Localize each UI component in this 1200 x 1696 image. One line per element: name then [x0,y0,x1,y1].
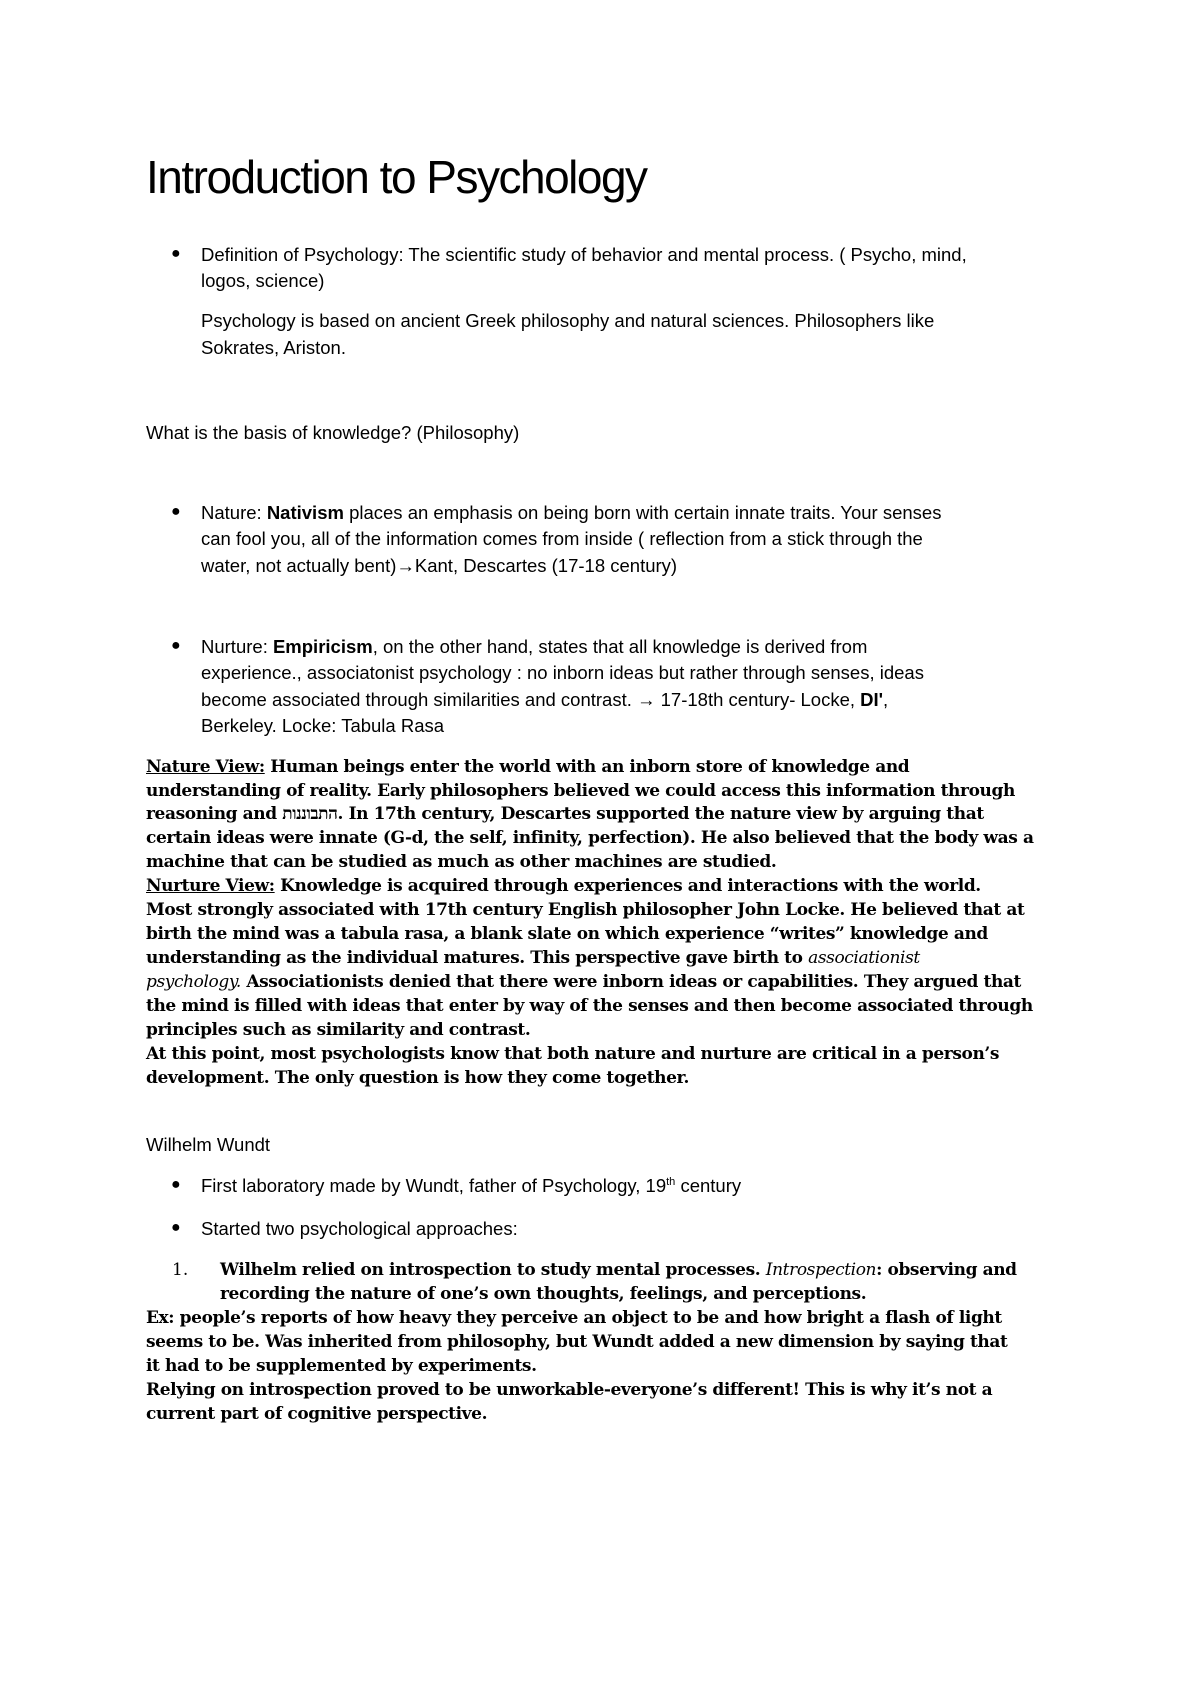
bullet-icon: ● [171,1219,181,1236]
item-1-a: Wilhelm relied on introspection to study mental processes. [220,1260,766,1280]
bullet-icon: ● [171,245,181,262]
nurture-line-3-d: , [883,689,889,710]
item-1-line-2: recording the nature of one’s own thoughts, feelings, and perceptions. [220,1284,867,1304]
wundt-heading: Wilhelm Wundt [146,1134,271,1155]
ex-line-4: Relying on introspection proved to be unworkable-everyone’s different! This is why it’s not a [146,1380,993,1400]
wundt-bullet-2: Started two psychological approaches: [201,1218,518,1239]
wundt-bullet-1 [201,1171,741,1200]
nurture-view-line-5-rest: Associationists denied that there were inborn ideas or capabilities. They argued that [240,972,1021,992]
nature-line-3 [201,551,677,580]
introspection-term: Introspection [765,1260,877,1280]
nurture-view-label: Nurture View: [146,876,275,896]
nurture-view-line-9: development. The only question is how they come together. [146,1068,690,1088]
nature-view-line-5: machine that can be studied as much as other machines are studied. [146,852,777,872]
nature-view-line-1-rest: Human beings enter the world with an inborn store of knowledge and [264,757,910,777]
wundt-bullet-1-b: century [675,1175,742,1196]
nurture-view-line-4-a: understanding as the individual matures. This perspective gave birth to [146,948,809,968]
nurture-view-line-7: principles such as similarity and contrast. [146,1020,531,1040]
nativism-term: Nativism [266,502,344,523]
nature-line-1 [201,498,941,527]
ex-line-1: Ex: people’s reports of how heavy they perceive an object to be and how bright a flash of light [146,1308,1002,1328]
nature-view-label: Nature View: [146,757,265,777]
nurture-view-line-1-rest: Knowledge is acquired through experiences and interactions with the world. [274,876,981,896]
nurture-view-line-6: the mind is filled with ideas that enter by way of the senses and then become associated through [146,996,1033,1016]
nature-line-3-b: Kant, Descartes (17-18 century) [414,555,678,576]
wundt-bullet-1-a: First laboratory made by Wundt, father of Psychology, 19 [201,1175,667,1196]
based-line-2: Sokrates, Ariston. [201,337,346,358]
nurture-view-line-1 [146,873,981,899]
definition-line-1: Definition of Psychology: The scientific study of behavior and mental process. ( Psycho, mind, [201,244,967,265]
nature-prefix: Nature: [201,502,267,523]
associationist-term: associationist [808,948,920,968]
nurture-view-line-5 [146,969,1021,995]
page-title: Introduction to Psychology [146,151,647,203]
nature-view-line-3: reasoning and התבוננות. In 17th century, Descartes supported the nature view by arguing that [146,804,984,824]
item-1-b: : observing and [876,1260,1017,1280]
bullet-icon: ● [171,637,181,654]
nurture-line-2: experience., associatonist psychology : no inborn ideas but rather through senses, ideas [201,662,924,683]
list-number: 1. [172,1260,189,1280]
arrow-right-icon: → [396,555,415,576]
psychology-term: psychology. [146,972,241,992]
ex-line-2: seems to be. Was inherited from philosophy, but Wundt added a new dimension by saying that [146,1332,1008,1352]
nurture-line-1-rest: , on the other hand, states that all knowledge is derived from [372,636,868,657]
wundt-bullet-1-sup: th [666,1175,676,1188]
empiricism-term: Empiricism [272,636,373,657]
nurture-line-1 [201,632,867,661]
definition-line-2: logos, science) [201,270,325,291]
nurture-view-line-4 [146,945,920,971]
nurture-view-line-8: At this point, most psychologists know that both nature and nurture are critical in a person’s [146,1044,1000,1064]
based-line-1: Psychology is based on ancient Greek philosophy and natural sciences. Philosophers like [201,310,935,331]
nurture-view-line-2: Most strongly associated with 17th century English philosopher John Locke. He believed that at [146,900,1025,920]
nature-line-3-a: water, not actually bent) [201,555,397,576]
nurture-line-4: Berkeley. Locke: Tabula Rasa [201,715,445,736]
bullet-icon: ● [171,503,181,520]
nurture-line-3-b: 17-18th century- Locke, [655,689,861,710]
item-1-line-1 [220,1257,1017,1283]
nurture-line-3 [201,685,888,714]
nurture-prefix: Nurture: [201,636,273,657]
arrow-right-icon: → [637,689,656,710]
nurture-line-3-a: become associated through similarities and contrast. [201,689,637,710]
nature-line-1-rest: places an emphasis on being born with certain innate traits. Your senses [343,502,942,523]
nurture-view-line-3: birth the mind was a tabula rasa, a blank slate on which experience “writes” knowledge and [146,924,988,944]
nature-view-line-2: understanding of reality. Early philosophers believed we could access this information through [146,781,1015,801]
ex-line-3: it had to be supplemented by experiments. [146,1356,537,1376]
nature-view-line-4: certain ideas were innate (G-d, the self, infinity, perfection). He also believed that the body was a [146,828,1034,848]
basis-question: What is the basis of knowledge? (Philosophy) [146,422,520,443]
ex-line-5: current part of cognitive perspective. [146,1404,488,1424]
bullet-icon: ● [171,1176,181,1193]
nature-line-2: can fool you, all of the information comes from inside ( reflection from a stick through the [201,528,923,549]
nature-view-line-1 [146,754,909,780]
nurture-line-3-c: DI' [860,689,884,710]
